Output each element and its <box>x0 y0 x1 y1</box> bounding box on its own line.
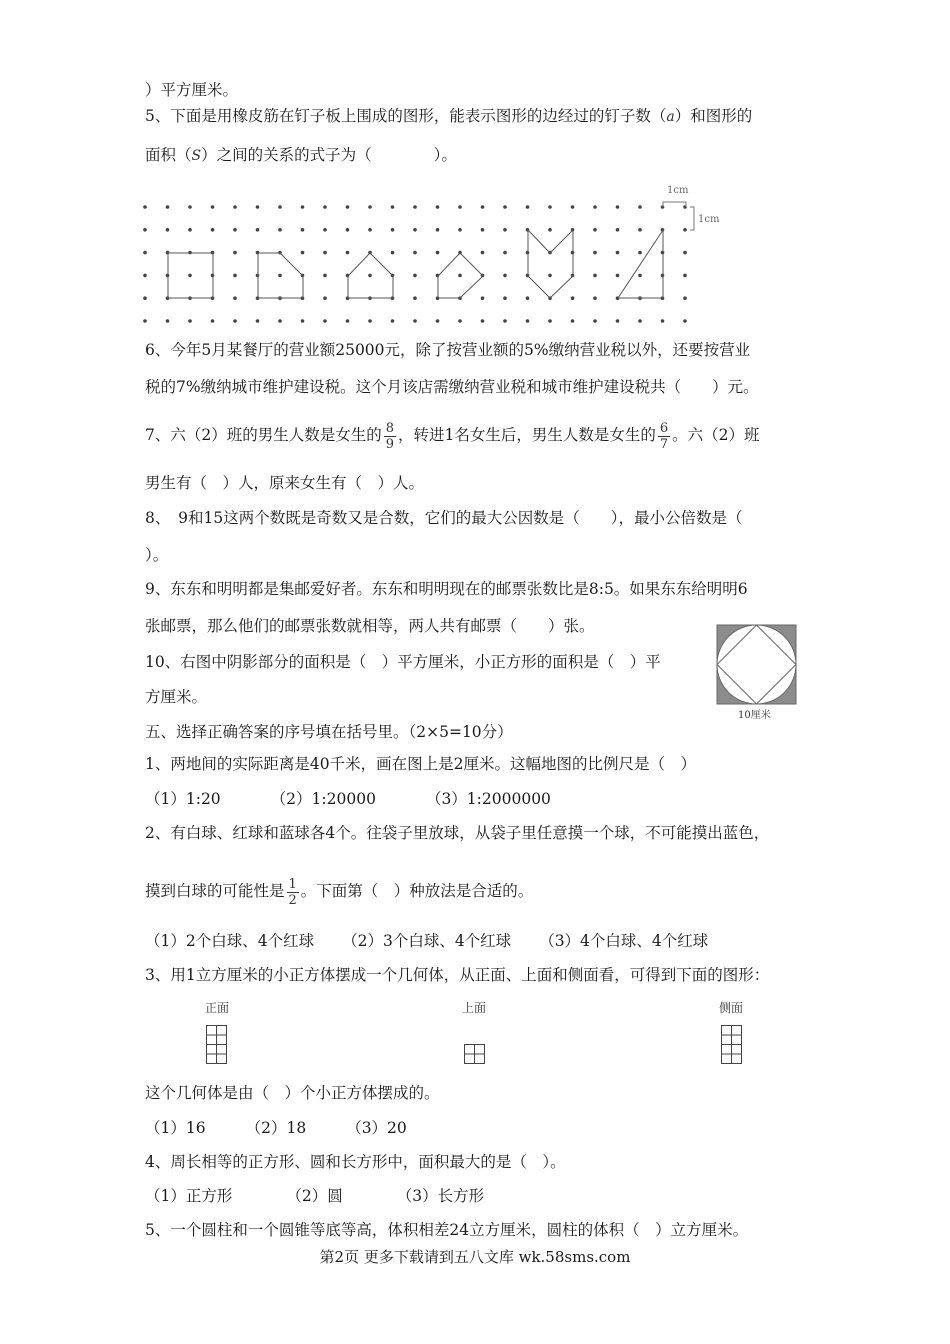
choice-2-line-1: 2、有白球、红球和蓝球各4个。往袋子里放球，从袋子里任意摸一个球，不可能摸出蓝色， <box>145 824 770 842</box>
option: （2）1:20000 <box>270 790 376 808</box>
variable-a: a <box>666 109 675 125</box>
peg-dot <box>323 205 327 209</box>
peg-dot <box>278 274 282 278</box>
peg-dot <box>616 205 620 209</box>
choice-2-line-2 <box>145 873 533 909</box>
peg-dot <box>593 274 597 278</box>
page-footer: 第2页 更多下载请到五八文库 wk.58sms.com <box>319 1248 631 1266</box>
option: （3）1:2000000 <box>425 790 551 808</box>
peg-dot <box>323 228 327 232</box>
text: 摸到白球的可能性是 <box>145 882 285 900</box>
shape-heart <box>528 230 573 298</box>
fraction-8-9 <box>384 421 396 452</box>
shape-triangle <box>618 230 663 298</box>
peg-dot <box>368 205 372 209</box>
top-view-grid <box>464 1044 488 1066</box>
peg-dot <box>683 274 687 278</box>
peg-dot <box>616 228 620 232</box>
peg-dot <box>661 319 665 323</box>
peg-dot <box>188 319 192 323</box>
option: （3）长方形 <box>396 1187 485 1205</box>
text: 。六（2）班 <box>672 426 760 444</box>
peg-dot <box>346 251 350 255</box>
peg-dot <box>301 319 305 323</box>
peg-dot <box>638 251 642 255</box>
pegboard-figure <box>130 180 730 330</box>
numerator: 6 <box>659 420 669 436</box>
peg-dot <box>683 251 687 255</box>
peg-dot <box>593 319 597 323</box>
peg-dot <box>188 274 192 278</box>
option: （1）正方形 <box>145 1187 233 1205</box>
peg-dot <box>683 296 687 300</box>
peg-dot <box>593 251 597 255</box>
denominator: 7 <box>659 436 669 452</box>
peg-dot <box>413 296 417 300</box>
question-10-line-2: 方厘米。 <box>145 688 208 706</box>
fraction-6-7 <box>658 421 670 452</box>
question-8-line-2: ）。 <box>145 546 169 564</box>
denominator: 2 <box>288 892 297 908</box>
peg-dot <box>256 205 260 209</box>
question-7-line-2: 男生有（ ）人，原来女生有（ ）人。 <box>145 474 425 492</box>
choice-3-question: 3、用1立方厘米的小正方体摆成一个几何体，从正面、上面和侧面看，可得到下面的图形： <box>145 966 770 984</box>
view-label-side: 侧面 <box>719 1001 744 1015</box>
peg-dot <box>233 319 237 323</box>
peg-dot <box>548 319 552 323</box>
peg-dot <box>638 274 642 278</box>
peg-dot <box>143 274 147 278</box>
numerator: 1 <box>288 876 297 892</box>
option: （2）18 <box>245 1119 307 1137</box>
peg-dot <box>413 274 417 278</box>
line-continuation: ）平方厘米。 <box>145 81 239 99</box>
peg-dot <box>278 319 282 323</box>
peg-dot <box>413 228 417 232</box>
peg-dot <box>301 228 305 232</box>
choice-3-line-2: 这个几何体是由（ ）个小正方体摆成的。 <box>145 1084 440 1102</box>
peg-dot <box>391 251 395 255</box>
peg-dot <box>458 228 462 232</box>
peg-dot <box>683 228 687 232</box>
peg-dot <box>211 205 215 209</box>
peg-dot <box>278 205 282 209</box>
peg-dot <box>526 205 530 209</box>
option: （2）3个白球、4个红球 <box>342 932 512 950</box>
peg-dot <box>391 319 395 323</box>
option: （2）圆 <box>286 1187 343 1205</box>
peg-dot <box>278 228 282 232</box>
peg-dot <box>436 205 440 209</box>
peg-dot <box>458 319 462 323</box>
peg-dot <box>638 319 642 323</box>
peg-dot <box>368 228 372 232</box>
peg-dot <box>436 228 440 232</box>
question-6-line-2: 税的7%缴纳城市维护建设税。这个月该店需缴纳营业税和城市维护建设税共（ ）元。 <box>145 378 759 396</box>
peg-dot <box>211 228 215 232</box>
choice-1-question: 1、两地间的实际距离是40千米，画在图上是2厘米。这幅地图的比例尺是（ ） <box>145 755 696 773</box>
peg-dot <box>143 228 147 232</box>
peg-dot <box>143 205 147 209</box>
peg-dot <box>503 205 507 209</box>
choice-2-options <box>145 931 708 951</box>
question-7-line-1 <box>145 417 760 453</box>
peg-dot <box>233 205 237 209</box>
peg-dot <box>616 319 620 323</box>
peg-dot <box>166 228 170 232</box>
question-5-line-1 <box>145 106 752 127</box>
peg-dot <box>571 296 575 300</box>
peg-dot <box>188 228 192 232</box>
choice-4-options <box>145 1186 484 1206</box>
peg-dot <box>301 205 305 209</box>
peg-dot <box>638 205 642 209</box>
peg-dot <box>301 251 305 255</box>
text: 。下面第（ ）种放法是合适的。 <box>300 882 534 900</box>
peg-dot <box>323 296 327 300</box>
view-label-top: 上面 <box>462 1001 487 1015</box>
scale-bracket-vertical <box>690 207 694 230</box>
peg-dot <box>166 319 170 323</box>
numerator: 8 <box>385 420 395 436</box>
peg-dot <box>166 205 170 209</box>
peg-dot <box>638 228 642 232</box>
peg-dot <box>526 296 530 300</box>
text: ，转进1名女生后，男生人数是女生的 <box>398 426 656 444</box>
peg-dot <box>143 319 147 323</box>
option: （1）1:20 <box>145 790 221 808</box>
denominator: 9 <box>385 436 395 452</box>
scale-bracket-horizontal <box>663 202 686 207</box>
peg-dot <box>413 205 417 209</box>
question-9-line-1: 9、东东和明明都是集邮爱好者。东东和明明现在的邮票张数比是8:5。如果东东给明明6 <box>145 580 748 598</box>
question-6-line-1: 6、今年5月某餐厅的营业额25000元，除了按营业额的5%缴纳营业税以外，还要按营业 <box>145 341 751 359</box>
peg-dot <box>548 228 552 232</box>
choice-3-options <box>145 1118 407 1138</box>
option: （3）20 <box>346 1119 407 1137</box>
peg-dot <box>481 251 485 255</box>
peg-dot <box>481 228 485 232</box>
choice-1-options <box>145 789 551 809</box>
peg-dot <box>571 319 575 323</box>
peg-dot <box>413 319 417 323</box>
peg-dot <box>526 319 530 323</box>
peg-dot <box>593 205 597 209</box>
peg-dot <box>211 319 215 323</box>
peg-dot <box>233 274 237 278</box>
peg-dot <box>256 319 260 323</box>
peg-dot <box>346 228 350 232</box>
peg-dot <box>233 251 237 255</box>
peg-dot <box>548 274 552 278</box>
peg-dot <box>368 274 372 278</box>
peg-dot <box>503 228 507 232</box>
peg-dot <box>346 319 350 323</box>
peg-dot <box>323 319 327 323</box>
figure-label: 10厘米 <box>738 710 771 721</box>
fraction-1-2 <box>287 877 299 908</box>
peg-dot <box>503 319 507 323</box>
peg-dot <box>458 205 462 209</box>
scale-label-h: 1cm <box>667 185 689 196</box>
peg-dot <box>143 296 147 300</box>
section-5-title: 五、选择正确答案的序号填在括号里。（2×5=10分） <box>145 723 513 741</box>
peg-dot <box>593 296 597 300</box>
peg-dot <box>391 205 395 209</box>
peg-dot <box>616 274 620 278</box>
peg-dot <box>188 205 192 209</box>
side-view-grid <box>721 1025 745 1065</box>
peg-dot <box>323 274 327 278</box>
option: （1）2个白球、4个红球 <box>145 932 315 950</box>
peg-dot <box>458 274 462 278</box>
question-9-line-2: 张邮票，那么他们的邮票张数就相等，两人共有邮票（ ）张。 <box>145 617 595 635</box>
peg-dot <box>323 251 327 255</box>
peg-dot <box>503 274 507 278</box>
question-10-line-1: 10、右图中阴影部分的面积是（ ）平方厘米，小正方形的面积是（ ）平 <box>145 653 661 671</box>
circle-square-figure <box>716 624 800 724</box>
peg-dots <box>143 205 687 323</box>
peg-dot <box>481 319 485 323</box>
peg-dot <box>436 251 440 255</box>
peg-dot <box>368 319 372 323</box>
peg-dot <box>413 251 417 255</box>
text: ）和图形的 <box>674 107 753 125</box>
question-8-line-1: 8、 9和15这两个数既是奇数又是合数，它们的最大公因数是（ ），最小公倍数是（ <box>145 509 743 527</box>
peg-dot <box>503 251 507 255</box>
peg-dot <box>683 319 687 323</box>
choice-4-question: 4、周长相等的正方形、圆和长方形中，面积最大的是（ ）。 <box>145 1153 566 1171</box>
peg-dot <box>233 296 237 300</box>
peg-dot <box>481 296 485 300</box>
peg-dot <box>616 251 620 255</box>
text: 面积（ <box>145 146 192 164</box>
peg-dot <box>503 296 507 300</box>
peg-dot <box>571 205 575 209</box>
text: ）之间的关系的式子为（ ）。 <box>201 146 457 164</box>
option: （1）16 <box>145 1119 206 1137</box>
peg-dot <box>436 319 440 323</box>
text: 7、六（2）班的男生人数是女生的 <box>145 426 382 444</box>
text: 5、下面是用橡皮筋在钉子板上围成的图形，能表示图形的边经过的钉子数（ <box>145 107 667 125</box>
peg-dot <box>548 205 552 209</box>
front-view-grid <box>206 1025 230 1065</box>
option: （3）4个白球、4个红球 <box>539 932 709 950</box>
question-5-line-2 <box>145 145 457 166</box>
peg-dot <box>143 251 147 255</box>
peg-dot <box>391 228 395 232</box>
peg-dot <box>481 205 485 209</box>
choice-5-question: 5、一个圆柱和一个圆锥等底等高，体积相差24立方厘米，圆柱的体积（ ）立方厘米。 <box>145 1221 749 1239</box>
scale-label-v: 1cm <box>698 214 720 225</box>
peg-dot <box>593 228 597 232</box>
view-label-front: 正面 <box>205 1001 230 1015</box>
peg-dot <box>233 228 237 232</box>
peg-dot <box>256 228 260 232</box>
peg-dot <box>346 205 350 209</box>
variable-s: S <box>191 148 202 164</box>
